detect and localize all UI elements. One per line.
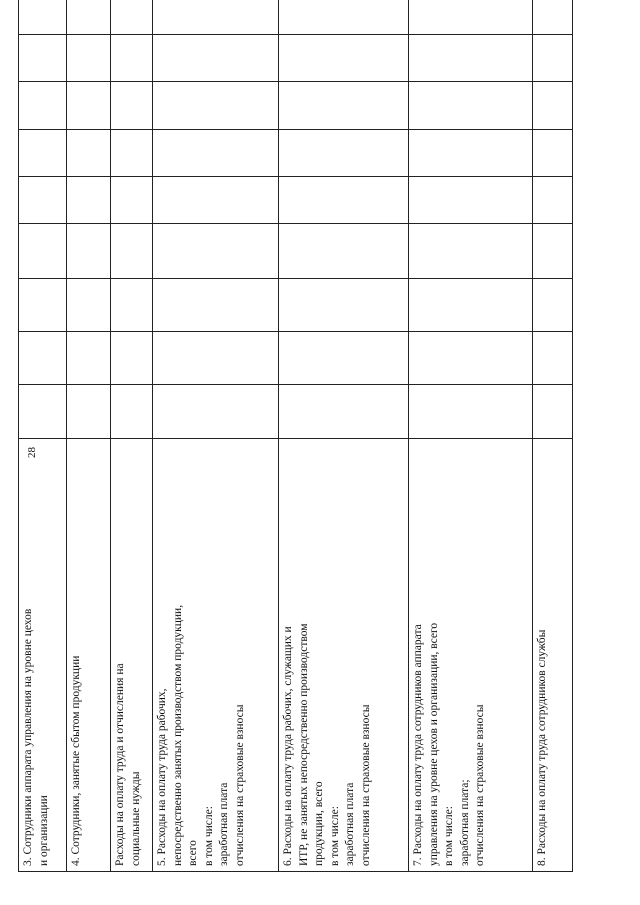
table-cell (67, 177, 111, 224)
table-cell (67, 332, 111, 385)
row-label: 5. Расходы на оплату труда рабочих, непосредственно занятых производством продукции, всего в том числе: заработная плата отчисления на страховые взносы (153, 439, 279, 872)
table-cell (67, 385, 111, 439)
table-cell (409, 332, 533, 385)
cost-table (18, 0, 573, 872)
table-cell (279, 0, 409, 35)
table-cell (279, 130, 409, 177)
row-label: 8. Расходы на оплату труда сотрудников службы (533, 439, 573, 872)
row-label: 7. Расходы на оплату труда сотрудников аппарата управления на уровне цехов и организации, всего в том числе: заработная плата; отчисления на страховые взносы (409, 439, 533, 872)
row-label: 3. Сотрудники аппарата управления на уровне цехов и организации (19, 439, 67, 872)
table-cell (409, 385, 533, 439)
table-cell (153, 35, 279, 82)
table-cell (409, 130, 533, 177)
table-cell (533, 224, 573, 279)
table-cell (111, 279, 153, 332)
table-cell (19, 82, 67, 130)
table-cell (111, 385, 153, 439)
table-cell (409, 35, 533, 82)
row-label: 6. Расходы на оплату труда рабочих, служащих и ИТР, не занятых непосредственно производством продукции, всего в том числе: заработная плата отчисления на страховые взносы (279, 439, 409, 872)
table-cell (67, 279, 111, 332)
table-cell (533, 35, 573, 82)
table-cell (67, 0, 111, 35)
table-row (279, 0, 409, 872)
table-cell (67, 130, 111, 177)
table-cell (111, 224, 153, 279)
table-cell (153, 224, 279, 279)
rotated-page-content (18, 0, 573, 872)
table-row (19, 0, 67, 872)
table-cell (153, 130, 279, 177)
table-row (409, 0, 533, 872)
table-cell (111, 82, 153, 130)
table-cell (533, 385, 573, 439)
table-cell (19, 279, 67, 332)
table-cell (19, 130, 67, 177)
row-label: 4. Сотрудники, занятые сбытом продукции (67, 439, 111, 872)
table-cell (279, 35, 409, 82)
table-cell (153, 332, 279, 385)
table-cell (153, 82, 279, 130)
table-cell (111, 35, 153, 82)
table-cell (533, 130, 573, 177)
table-cell (19, 35, 67, 82)
table-cell (279, 224, 409, 279)
table-cell (279, 385, 409, 439)
table-cell (19, 385, 67, 439)
table-cell (19, 0, 67, 35)
table-cell (153, 0, 279, 35)
table-cell (19, 224, 67, 279)
table-cell (409, 0, 533, 35)
table-cell (111, 0, 153, 35)
table-cell (533, 332, 573, 385)
table-cell (111, 332, 153, 385)
table-cell (67, 35, 111, 82)
table-cell (111, 130, 153, 177)
table-cell (279, 177, 409, 224)
table-cell (533, 0, 573, 35)
table-cell (153, 177, 279, 224)
table-cell (67, 224, 111, 279)
table-cell (409, 279, 533, 332)
table-cell (533, 177, 573, 224)
table-cell (153, 385, 279, 439)
table-cell (409, 177, 533, 224)
table-cell (19, 177, 67, 224)
table-cell (67, 82, 111, 130)
table-cell (279, 332, 409, 385)
table-cell (409, 224, 533, 279)
table-cell (153, 279, 279, 332)
table-cell (409, 82, 533, 130)
table-row (153, 0, 279, 872)
table-cell (19, 332, 67, 385)
table-cell (279, 279, 409, 332)
table-row (67, 0, 111, 872)
row-label: Расходы на оплату труда и отчисления на социальные нужды (111, 439, 153, 872)
table-cell (111, 177, 153, 224)
page-number: 28 (26, 447, 38, 458)
table-cell (533, 82, 573, 130)
table-row (111, 0, 153, 872)
table-row (533, 0, 573, 872)
table-cell (533, 279, 573, 332)
table-cell (279, 82, 409, 130)
